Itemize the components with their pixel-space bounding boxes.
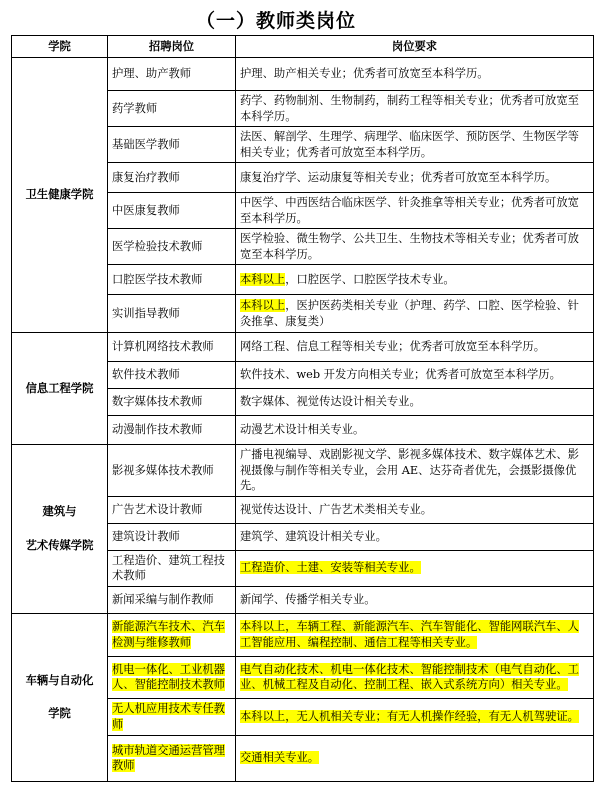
requirement-text: 药学、药物制剂、生物制药，制药工程等相关专业；优秀者可放宽至本科学历。: [240, 94, 579, 123]
requirement-cell: [236, 613, 594, 656]
position-text: 实训指导教师: [112, 306, 180, 320]
requirement-cell: [236, 163, 594, 193]
requirement-cell: [236, 698, 594, 735]
position-cell: [108, 91, 236, 127]
requirement-text: 网络工程、信息工程等相关专业；优秀者可放宽至本科学历。: [240, 340, 546, 354]
college-label-line: 艺术传媒学院: [25, 538, 94, 552]
position-text: 药学教师: [112, 101, 158, 115]
position-cell: [108, 496, 236, 523]
position-cell: [108, 735, 236, 781]
position-cell: [108, 586, 236, 613]
position-cell: [108, 333, 236, 362]
position-cell: [108, 265, 236, 295]
requirement-cell: [236, 389, 594, 416]
requirement-text: 法医、解剖学、生理学、病理学、临床医学、预防医学、生物医学等相关专业；优秀者可放宽至本科学历。: [240, 130, 579, 159]
requirement-cell: [236, 445, 594, 497]
requirement-text: 中医学、中西医结合临床医学、针灸推拿等相关专业；优秀者可放宽至本科学历。: [240, 196, 579, 225]
table-row: [12, 333, 594, 362]
requirement-text-highlighted: 工程造价、土建、安装等相关专业。: [240, 561, 421, 575]
requirement-text-highlighted: 本科以上: [240, 272, 286, 286]
position-cell: [108, 389, 236, 416]
position-text: 动漫制作技术教师: [112, 423, 203, 437]
requirement-text-highlighted: 本科以上，车辆工程、新能源汽车、汽车智能化、智能网联汽车、人工智能应用、编程控制、通信工程等相关专业。: [240, 620, 579, 649]
position-text: 护理、助产教师: [112, 67, 192, 81]
position-text: 医学检验技术教师: [112, 239, 203, 253]
position-text: 基础医学教师: [112, 137, 180, 151]
header-college: 学院: [12, 36, 108, 58]
requirement-cell: [236, 333, 594, 362]
college-label-line: 车辆与自动化: [25, 673, 94, 687]
college-cell: [12, 613, 108, 781]
requirement-cell: [236, 91, 594, 127]
position-text: 软件技术教师: [112, 368, 180, 382]
position-cell: [108, 362, 236, 389]
position-cell: [108, 163, 236, 193]
position-text: 中医康复教师: [112, 203, 180, 217]
requirement-text: 视觉传达设计、广告艺术类相关专业。: [240, 502, 433, 516]
requirement-text: ，口腔医学、口腔医学技术专业。: [285, 272, 455, 286]
page-title: （一）教师类岗位: [196, 10, 357, 32]
position-text: 新闻采编与制作教师: [112, 592, 214, 606]
requirement-cell: [236, 656, 594, 698]
requirement-cell: [236, 496, 594, 523]
requirement-text-highlighted: 电气自动化技术、机电一体化技术、智能控制技术（电气自动化、工业、机械工程及自动化、控制工程、嵌入式系统方向）相关专业。: [240, 662, 579, 691]
position-text: 口腔医学技术教师: [112, 272, 203, 286]
requirement-text: 医学检验、微生物学、公共卫生、生物技术等相关专业；优秀者可放宽至本科学历。: [240, 232, 579, 261]
requirement-cell: [236, 58, 594, 91]
requirement-text: 康复治疗学、运动康复等相关专业；优秀者可放宽至本科学历。: [240, 170, 557, 184]
requirement-cell: [236, 416, 594, 445]
requirement-cell: [236, 586, 594, 613]
position-cell: [108, 613, 236, 656]
college-cell: [12, 445, 108, 614]
requirement-cell: [236, 265, 594, 295]
requirement-cell: [236, 229, 594, 265]
position-text-highlighted: 机电一体化、工业机器人、智能控制技术教师: [112, 662, 225, 691]
table-row: [12, 613, 594, 656]
requirement-text: ，医护医药类相关专业（护理、药学、口腔、医学检验、针灸推拿、康复类）: [240, 299, 579, 328]
requirement-text: 建筑学、建筑设计相关专业。: [240, 529, 387, 543]
requirement-text: 新闻学、传播学相关专业。: [240, 592, 376, 606]
position-cell: [108, 523, 236, 550]
position-cell: [108, 445, 236, 497]
requirement-cell: [236, 735, 594, 781]
position-text: 广告艺术设计教师: [112, 502, 203, 516]
position-cell: [108, 698, 236, 735]
table-body: [12, 58, 594, 782]
position-text: 数字媒体技术教师: [112, 395, 203, 409]
recruitment-table: [11, 35, 594, 782]
position-text: 建筑设计教师: [112, 529, 180, 543]
header-requirement: 岗位要求: [236, 36, 594, 58]
college-label: 信息工程学院: [25, 381, 94, 395]
position-cell: [108, 229, 236, 265]
college-cell: [12, 58, 108, 333]
requirement-text: 数字媒体、视觉传达设计相关专业。: [240, 395, 421, 409]
position-text-highlighted: 新能源汽车技术、汽车检测与维修教师: [112, 620, 225, 649]
requirement-cell: [236, 295, 594, 333]
requirement-cell: [236, 550, 594, 586]
requirement-text: 软件技术、web 开发方向相关专业；优秀者可放宽至本科学历。: [240, 368, 561, 382]
requirement-cell: [236, 523, 594, 550]
requirement-cell: [236, 362, 594, 389]
college-label-line: 建筑与: [42, 505, 77, 519]
position-text: 计算机网络技术教师: [112, 340, 214, 354]
position-cell: [108, 656, 236, 698]
requirement-text-highlighted: 交通相关专业。: [240, 751, 320, 765]
position-cell: [108, 58, 236, 91]
requirement-text: 动漫艺术设计相关专业。: [240, 423, 365, 437]
table-row: [12, 58, 594, 91]
college-label: 卫生健康学院: [25, 188, 94, 202]
requirement-text: 护理、助产相关专业；优秀者可放宽至本科学历。: [240, 67, 489, 81]
position-text: 康复治疗教师: [112, 170, 180, 184]
header-position: 招聘岗位: [108, 36, 236, 58]
requirement-text: 广播电视编导、戏剧影视文学、影视多媒体技术、数字媒体艺术、影视摄像与制作等相关专业，会用 AE、达芬奇者优先，会摄影摄像优先。: [240, 448, 579, 492]
position-cell: [108, 295, 236, 333]
position-cell: [108, 550, 236, 586]
position-text-highlighted: 城市轨道交通运营管理教师: [112, 743, 225, 772]
college-label-line: 学院: [48, 707, 71, 720]
requirement-text-highlighted: 本科以上，无人机相关专业；有无人机操作经验，有无人机驾驶证。: [240, 709, 579, 723]
requirement-cell: [236, 127, 594, 163]
position-text-highlighted: 无人机应用技术专任教师: [112, 702, 225, 731]
requirement-cell: [236, 193, 594, 229]
table-header-row: [12, 36, 594, 58]
position-cell: [108, 416, 236, 445]
position-text: 影视多媒体技术教师: [112, 463, 214, 477]
requirement-text-highlighted: 本科以上: [240, 299, 286, 312]
position-cell: [108, 127, 236, 163]
position-cell: [108, 193, 236, 229]
college-cell: [12, 333, 108, 445]
table-row: [12, 445, 594, 497]
position-text: 工程造价、建筑工程技术教师: [112, 553, 225, 582]
